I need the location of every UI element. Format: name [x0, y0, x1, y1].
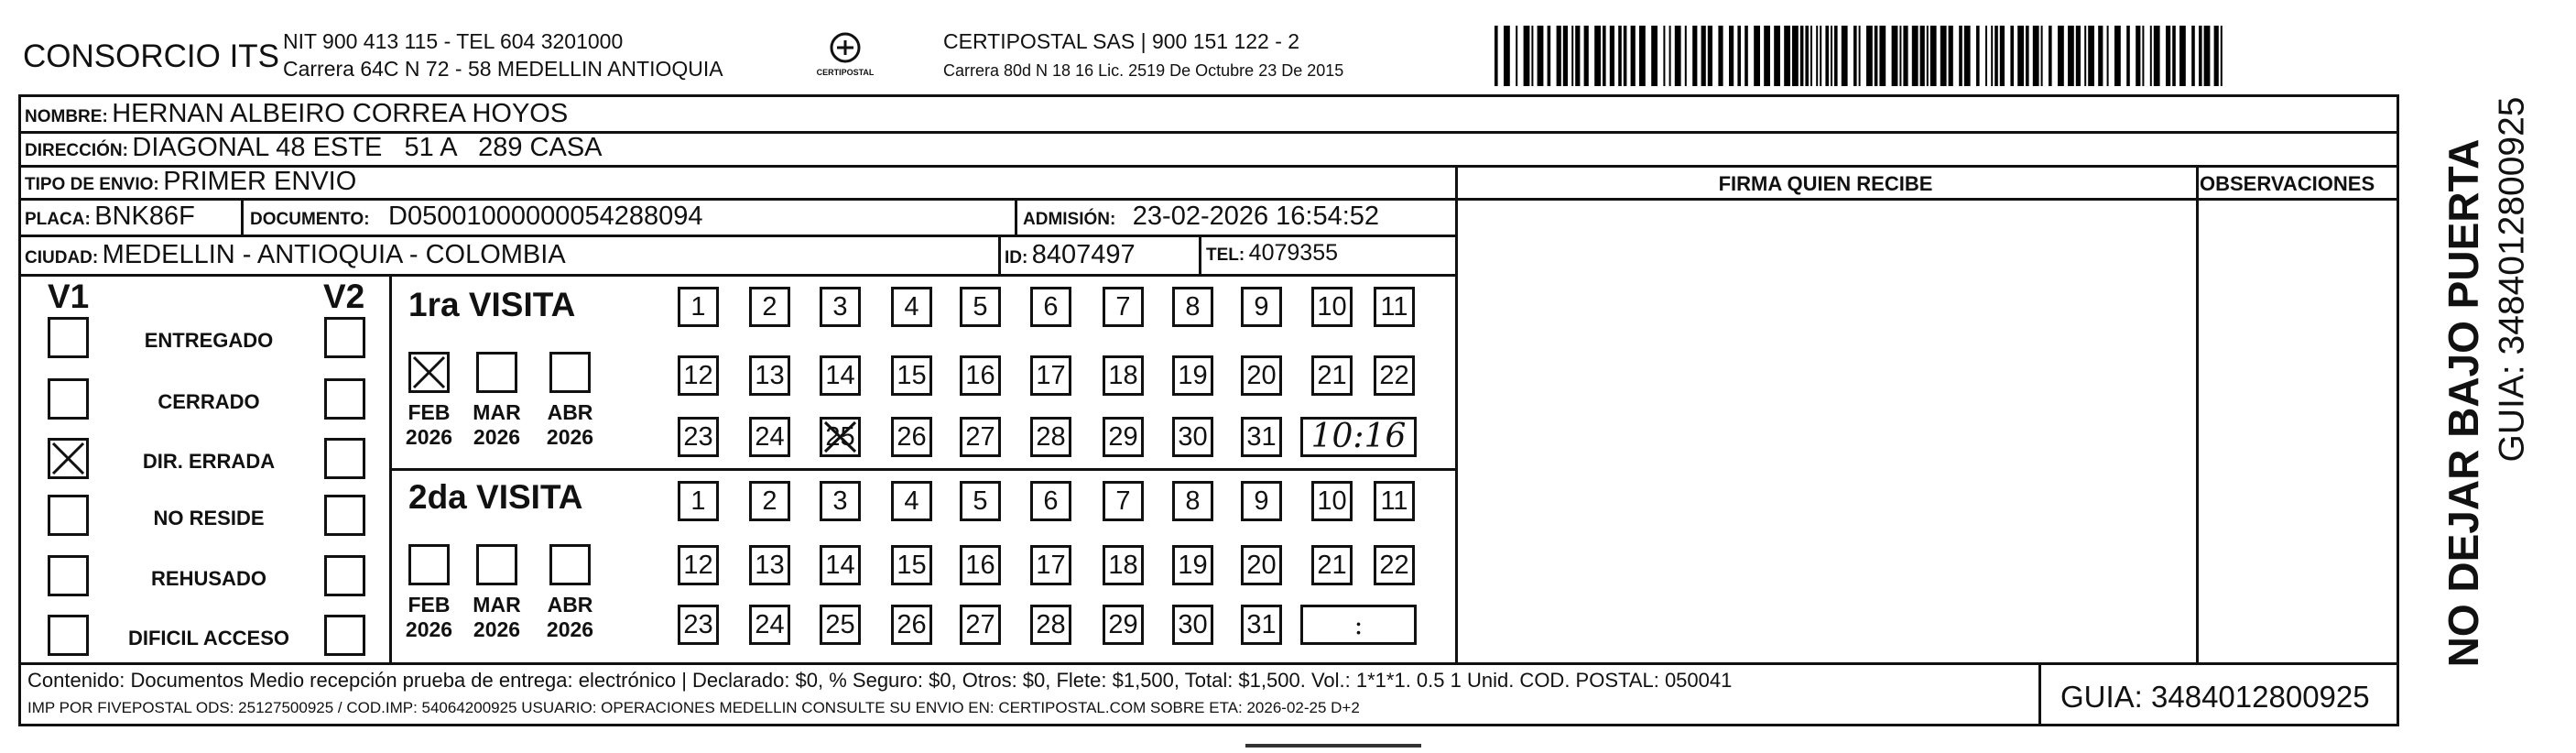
barcode-bar — [2041, 26, 2043, 86]
first-day-16[interactable]: 16 — [960, 355, 1001, 396]
barcode-bar — [1959, 26, 1962, 86]
barcode-bar — [1930, 26, 1937, 86]
observaciones-header: OBSERVACIONES — [2200, 172, 2375, 195]
month-year: 2026 — [546, 425, 594, 449]
month-year: 2026 — [473, 425, 521, 449]
first-day-3[interactable]: 3 — [820, 287, 861, 327]
barcode-bar — [1991, 26, 1993, 86]
barcode-bar — [1810, 26, 1812, 86]
barcode-bar — [1737, 26, 1741, 86]
first-day-27[interactable]: 27 — [960, 417, 1001, 457]
ciudad-row — [25, 242, 566, 268]
footer-content: Contenido: Documentos Medio recepción prueba de entrega: electrónico | Declarado: $0, % Seguro: $0, Otros: $0, Flete: $1,500, Total: $1,500. Vol.: 1*1*1. 0.5 1 Unid. COD. POSTAL: 050041 — [27, 669, 1733, 692]
barcode-bar — [1866, 26, 1873, 86]
barcode-bar — [2017, 26, 2024, 86]
first-month-abr[interactable] — [549, 352, 591, 393]
second-day-15[interactable]: 15 — [891, 545, 932, 585]
carrier-address: Carrera 80d N 18 16 Lic. 2519 De Octubre 23 De 2015 — [943, 61, 1344, 80]
barcode-bar — [1504, 26, 1510, 86]
second-day-11[interactable]: 11 — [1374, 481, 1415, 521]
firma-header: FIRMA QUIEN RECIBE — [1718, 172, 1933, 195]
barcode-bar — [1859, 26, 1861, 86]
barcode-bar — [1805, 26, 1809, 86]
barcode-bar — [1903, 26, 1908, 86]
company-nit: NIT 900 413 115 - TEL 604 3201000 — [283, 29, 624, 53]
v1-checkbox-2[interactable] — [48, 378, 89, 420]
barcode-bar — [2221, 26, 2223, 86]
status-label: CERRADO — [158, 390, 260, 413]
barcode-bar — [2010, 26, 2014, 86]
v1-checkbox-3[interactable] — [48, 438, 89, 479]
second-day-23[interactable]: 23 — [678, 605, 719, 645]
second-visit-title: 2da VISITA — [408, 478, 583, 516]
footer-printer: IMP POR FIVEPOSTAL ODS: 25127500925 / COD.IMP: 54064200925 USUARIO: OPERACIONES MEDELLIN CONSULTE SU ENVIO EN: CERTIPOSTAL.COM SOBRE ETA: 2026-02-25 D+2 — [27, 699, 1360, 716]
second-day-12[interactable]: 12 — [678, 545, 719, 585]
barcode-bar — [2179, 26, 2186, 86]
barcode-bar — [1853, 26, 1857, 86]
barcode-bar — [1792, 26, 1799, 86]
v1-header: V1 — [48, 278, 90, 315]
barcode-bar — [1575, 26, 1580, 86]
first-day-14[interactable]: 14 — [820, 355, 861, 396]
month-label: FEB — [408, 400, 451, 424]
barcode-bar — [1875, 26, 1878, 86]
barcode-bar — [1729, 26, 1734, 86]
barcode-bar — [2098, 26, 2103, 86]
barcode-bar — [2049, 26, 2052, 86]
second-day-10[interactable]: 10 — [1311, 481, 1353, 521]
second-month-abr[interactable] — [549, 544, 591, 585]
first-month-feb[interactable] — [408, 352, 450, 393]
v1-checkbox-5[interactable] — [48, 555, 89, 596]
barcode-bar — [1834, 26, 1838, 86]
second-day-13[interactable]: 13 — [749, 545, 790, 585]
barcode-bar — [1920, 26, 1925, 86]
barcode-bar — [1639, 26, 1646, 86]
barcode-bar — [2150, 26, 2152, 86]
month-year: 2026 — [473, 617, 521, 641]
admision-row — [1023, 203, 1379, 230]
v2-checkbox-1[interactable] — [324, 317, 365, 358]
barcode-bar — [1692, 26, 1697, 86]
barcode-bar — [1825, 26, 1829, 86]
v1-checkbox-6[interactable] — [48, 615, 89, 656]
first-day-31[interactable]: 31 — [1241, 417, 1282, 457]
second-day-24[interactable]: 24 — [749, 605, 790, 645]
nombre-label: NOMBRE: — [25, 107, 108, 126]
status-label: DIR. ERRADA — [142, 450, 276, 473]
month-label: ABR — [547, 400, 593, 424]
direccion-value: DIAGONAL 48 ESTE 51 A 289 CASA — [132, 133, 603, 162]
barcode-bar — [1899, 26, 1901, 86]
barcode-bar — [2058, 26, 2064, 86]
first-day-2[interactable]: 2 — [749, 287, 790, 327]
barcode-bar — [1571, 26, 1573, 86]
placa-value: BNK86F — [94, 202, 195, 231]
first-day-23[interactable]: 23 — [678, 417, 719, 457]
barcode-bar — [1994, 26, 1998, 86]
barcode-bar — [2191, 26, 2195, 86]
v2-checkbox-5[interactable] — [324, 555, 365, 596]
side-warning: NO DEJAR BAJO PUERTA — [2440, 138, 2487, 668]
barcode-bar — [1603, 26, 1606, 86]
barcode-bar — [1651, 26, 1658, 86]
barcode-bar — [1557, 26, 1561, 86]
second-day-6[interactable]: 6 — [1030, 481, 1071, 521]
status-label: NO RESIDE — [153, 507, 265, 529]
month-label: MAR — [473, 593, 521, 617]
barcode-bar — [1745, 26, 1748, 86]
barcode-bar — [2114, 26, 2121, 86]
first-day-1[interactable]: 1 — [678, 287, 719, 327]
first-time-field[interactable]: 10:16 — [1300, 417, 1417, 457]
barcode-bar — [1879, 26, 1886, 86]
first-day-8[interactable]: 8 — [1172, 287, 1213, 327]
first-day-20[interactable]: 20 — [1241, 355, 1282, 396]
second-day-5[interactable]: 5 — [960, 481, 1001, 521]
barcode-bar — [1820, 26, 1821, 86]
second-day-19[interactable]: 19 — [1172, 545, 1213, 585]
second-day-25[interactable]: 25 — [820, 605, 861, 645]
barcode-bar — [1548, 26, 1551, 86]
id-row — [1005, 242, 1136, 268]
barcode-bar — [1584, 26, 1589, 86]
second-day-21[interactable]: 21 — [1311, 545, 1353, 585]
second-day-3[interactable]: 3 — [820, 481, 861, 521]
company-address: Carrera 64C N 72 - 58 MEDELLIN ANTIOQUIA — [283, 57, 723, 81]
documento-value: D05001000000054288094 — [388, 202, 703, 231]
second-day-26[interactable]: 26 — [891, 605, 932, 645]
barcode-bar — [1842, 26, 1848, 86]
barcode-bar — [1663, 26, 1665, 86]
barcode-bar — [2026, 26, 2029, 86]
month-label: ABR — [547, 593, 593, 617]
first-day-28[interactable]: 28 — [1030, 417, 1071, 457]
barcode-bar — [2136, 26, 2140, 86]
tel-row — [1206, 242, 1338, 265]
first-day-22[interactable]: 22 — [1374, 355, 1415, 396]
second-day-30[interactable]: 30 — [1172, 605, 1213, 645]
first-day-25[interactable] — [820, 417, 861, 457]
second-month-mar[interactable] — [476, 544, 517, 585]
second-day-20[interactable]: 20 — [1241, 545, 1282, 585]
v2-checkbox-3[interactable] — [324, 438, 365, 479]
documento-row — [250, 203, 703, 230]
barcode-bar — [1563, 26, 1568, 86]
tel-value: 4079355 — [1248, 240, 1338, 266]
barcode-bar — [2172, 26, 2176, 86]
tipo-label: TIPO DE ENVIO: — [25, 175, 159, 194]
admision-value: 23-02-2026 16:54:52 — [1132, 202, 1380, 231]
second-day-22[interactable]: 22 — [1374, 545, 1415, 585]
barcode-bar — [1964, 26, 1971, 86]
month-year: 2026 — [546, 617, 594, 641]
v2-checkbox-4[interactable] — [324, 495, 365, 536]
second-day-28[interactable]: 28 — [1030, 605, 1071, 645]
month-year: 2026 — [405, 617, 453, 641]
barcode-bar — [2107, 26, 2109, 86]
tel-label: TEL: — [1206, 246, 1245, 265]
direccion-label: DIRECCIÓN: — [25, 141, 128, 160]
barcode-bar — [2088, 26, 2094, 86]
status-label: REHUSADO — [151, 567, 266, 590]
barcode-bar — [2214, 26, 2219, 86]
direccion-row — [25, 135, 603, 161]
company-name: CONSORCIO ITS — [23, 38, 280, 74]
barcode-bar — [1669, 26, 1671, 86]
barcode-bar — [2154, 26, 2160, 86]
first-day-7[interactable]: 7 — [1103, 287, 1144, 327]
first-day-26[interactable]: 26 — [891, 417, 932, 457]
day-x-mark — [822, 420, 858, 464]
barcode-bar — [1610, 26, 1614, 86]
barcode-bar — [2142, 26, 2144, 86]
barcode-bar — [1531, 26, 1533, 86]
v1-checkbox-4[interactable] — [48, 495, 89, 536]
second-day-16[interactable]: 16 — [960, 545, 1001, 585]
barcode-bar — [2076, 26, 2081, 86]
first-day-5[interactable]: 5 — [960, 287, 1001, 327]
month-label: MAR — [473, 400, 521, 424]
id-value: 8407497 — [1031, 240, 1136, 269]
barcode-bar — [1754, 26, 1760, 86]
placa-label: PLACA: — [25, 210, 91, 229]
second-day-2[interactable]: 2 — [749, 481, 790, 521]
barcode-bar — [1816, 26, 1818, 86]
first-day-6[interactable]: 6 — [1030, 287, 1071, 327]
first-day-21[interactable]: 21 — [1311, 355, 1353, 396]
barcode-bar — [2068, 26, 2074, 86]
second-day-18[interactable]: 18 — [1103, 545, 1144, 585]
first-day-4[interactable]: 4 — [891, 287, 932, 327]
barcode-bar — [2126, 26, 2130, 86]
second-time-field[interactable]: : — [1300, 605, 1417, 645]
barcode-bar — [1985, 26, 1987, 86]
v2-checkbox-2[interactable] — [324, 378, 365, 420]
status-label: ENTREGADO — [144, 329, 274, 352]
side-guia: GUIA: 3484012800925 — [2492, 96, 2532, 463]
barcode-bar — [1624, 26, 1627, 86]
second-day-8[interactable]: 8 — [1172, 481, 1213, 521]
month-label: FEB — [408, 593, 451, 617]
first-visit-title: 1ra VISITA — [408, 286, 576, 323]
footer-guia: GUIA: 3484012800925 — [2060, 680, 2370, 714]
second-day-17[interactable]: 17 — [1030, 545, 1071, 585]
barcode — [1495, 26, 2223, 86]
barcode-bar — [1800, 26, 1804, 86]
barcode-bar — [2204, 26, 2211, 86]
v2-checkbox-6[interactable] — [324, 615, 365, 656]
second-day-31[interactable]: 31 — [1241, 605, 1282, 645]
first-day-9[interactable]: 9 — [1241, 287, 1282, 327]
second-day-4[interactable]: 4 — [891, 481, 932, 521]
ciudad-value: MEDELLIN - ANTIOQUIA - COLOMBIA — [102, 240, 566, 269]
barcode-bar — [1718, 26, 1723, 86]
certipostal-logo — [806, 31, 885, 82]
tipo-value: PRIMER ENVIO — [163, 167, 357, 196]
second-month-feb[interactable] — [408, 544, 450, 585]
scan-mark — [1245, 744, 1421, 748]
barcode-bar — [1940, 26, 1947, 86]
barcode-bar — [1784, 26, 1790, 86]
barcode-bar — [2084, 26, 2086, 86]
barcode-bar — [1631, 26, 1636, 86]
second-day-27[interactable]: 27 — [960, 605, 1001, 645]
barcode-bar — [1675, 26, 1681, 86]
first-day-12[interactable]: 12 — [678, 355, 719, 396]
carrier-name: CERTIPOSTAL SAS | 900 151 122 - 2 — [943, 29, 1300, 53]
barcode-bar — [2000, 26, 2005, 86]
nombre-row — [25, 101, 568, 127]
barcode-bar — [1892, 26, 1898, 86]
first-day-15[interactable]: 15 — [891, 355, 932, 396]
barcode-bar — [1594, 26, 1601, 86]
barcode-bar — [1976, 26, 1980, 86]
first-day-11[interactable]: 11 — [1374, 287, 1415, 327]
first-day-24[interactable]: 24 — [749, 417, 790, 457]
first-day-18[interactable]: 18 — [1103, 355, 1144, 396]
v1-checkbox-1[interactable] — [48, 317, 89, 358]
second-day-1[interactable]: 1 — [678, 481, 719, 521]
day-number: 25 — [825, 422, 855, 452]
barcode-bar — [1618, 26, 1622, 86]
first-day-29[interactable]: 29 — [1103, 417, 1144, 457]
first-day-10[interactable]: 10 — [1311, 287, 1353, 327]
status-label: DIFICIL ACCESO — [127, 627, 289, 649]
barcode-bar — [1949, 26, 1953, 86]
barcode-bar — [1538, 26, 1544, 86]
first-day-13[interactable]: 13 — [749, 355, 790, 396]
month-year: 2026 — [405, 425, 453, 449]
documento-label: DOCUMENTO: — [250, 210, 370, 229]
barcode-bar — [1764, 26, 1770, 86]
first-day-17[interactable]: 17 — [1030, 355, 1071, 396]
barcode-bar — [1685, 26, 1687, 86]
first-day-19[interactable]: 19 — [1172, 355, 1213, 396]
v2-header: V2 — [323, 278, 365, 315]
barcode-bar — [1831, 26, 1832, 86]
nombre-value: HERNAN ALBEIRO CORREA HOYOS — [112, 99, 569, 128]
second-day-7[interactable]: 7 — [1103, 481, 1144, 521]
second-day-14[interactable]: 14 — [820, 545, 861, 585]
barcode-bar — [2033, 26, 2039, 86]
barcode-bar — [1495, 26, 1498, 86]
barcode-bar — [1524, 26, 1530, 86]
first-month-mar[interactable] — [476, 352, 517, 393]
barcode-bar — [2166, 26, 2170, 86]
second-day-29[interactable]: 29 — [1103, 605, 1144, 645]
first-day-30[interactable]: 30 — [1172, 417, 1213, 457]
logo-text: CERTIPOSTAL — [816, 68, 875, 77]
second-day-9[interactable]: 9 — [1241, 481, 1282, 521]
admision-label: ADMISIÓN: — [1023, 210, 1116, 229]
barcode-bar — [2199, 26, 2202, 86]
ciudad-label: CIUDAD: — [25, 248, 99, 267]
placa-row — [25, 203, 195, 230]
barcode-bar — [1912, 26, 1918, 86]
barcode-bar — [1516, 26, 1517, 86]
barcode-bar — [1927, 26, 1929, 86]
id-label: ID: — [1005, 248, 1028, 267]
barcode-bar — [1708, 26, 1712, 86]
tipo-row — [25, 169, 356, 195]
barcode-bar — [1701, 26, 1706, 86]
barcode-bar — [1774, 26, 1780, 86]
